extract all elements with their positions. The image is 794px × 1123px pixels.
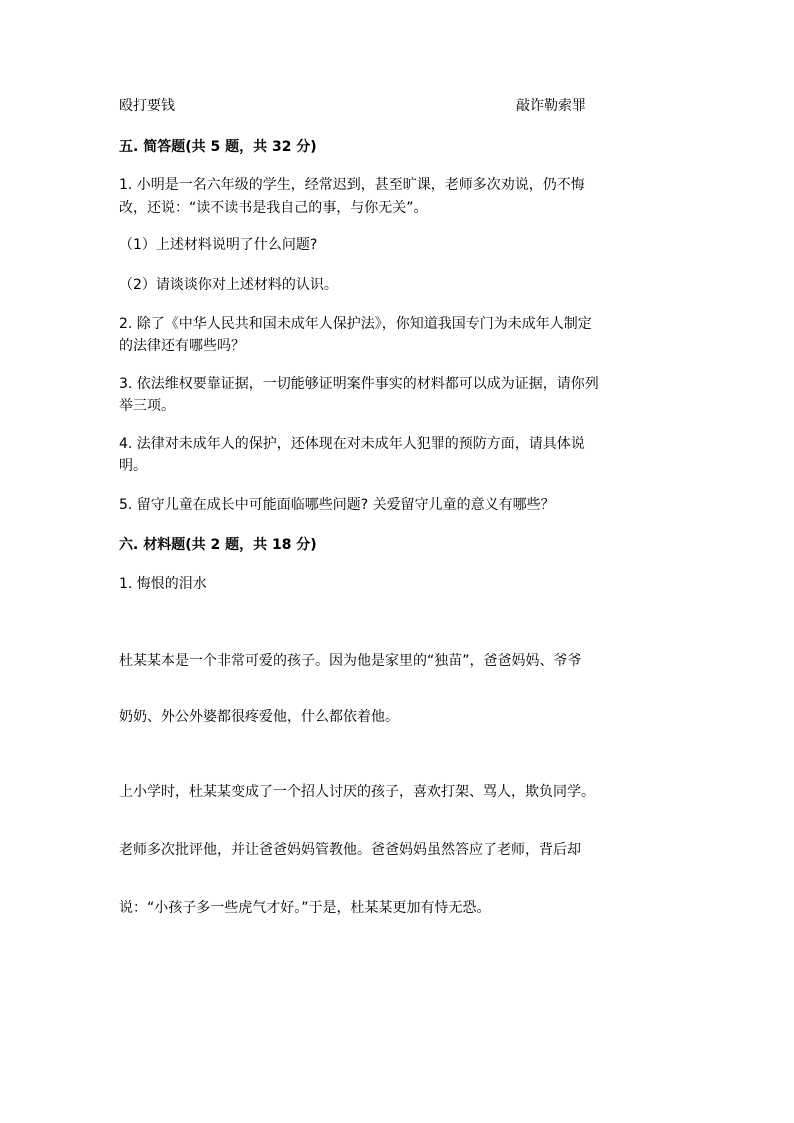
material-1-title: 1. 悔恨的泪水 (119, 576, 207, 592)
question-3-line-1: 3. 依法维权要靠证据，一切能够证明案件事实的材料都可以成为证据，请你列 (119, 376, 599, 392)
answer-row-left: 殴打要钱 (119, 98, 175, 114)
material-paragraph-1-line-1: 杜某某本是一个非常可爱的孩子。因为他是家里的“独苗”，爸爸妈妈、爷爷 (119, 653, 582, 669)
material-paragraph-2-line-3: 说：“小孩子多一些虎气才好。”于是，杜某某更加有恃无恐。 (119, 900, 491, 916)
question-1-line-1: 1. 小明是一名六年级的学生，经常迟到，甚至旷课，老师多次劝说，仍不悔 (119, 177, 585, 193)
answer-row (119, 96, 586, 116)
material-paragraph-2-line-1: 上小学时，杜某某变成了一个招人讨厌的孩子，喜欢打架、骂人，欺负同学。 (119, 784, 595, 800)
section-6-title: 六. 材料题(共 2 题，共 18 分) (119, 537, 317, 553)
question-4-line-2: 明。 (119, 458, 147, 474)
question-2-line-2: 的法律还有哪些吗？ (119, 338, 245, 354)
material-paragraph-1-line-2: 奶奶、外公外婆都很疼爱他，什么都依着他。 (119, 709, 399, 725)
answer-row-right: 敲诈勒索罪 (516, 98, 586, 114)
question-1-line-2: 改，还说：“读不读书是我自己的事，与你无关”。 (119, 200, 428, 216)
material-paragraph-2-line-2: 老师多次批评他，并让爸爸妈妈管教他。爸爸妈妈虽然答应了老师，背后却 (119, 842, 581, 858)
question-4-line-1: 4. 法律对未成年人的保护，还体现在对未成年人犯罪的预防方面，请具体说 (119, 436, 585, 452)
question-3-line-2: 举三项。 (119, 398, 175, 414)
question-2-line-1: 2. 除了《中华人民共和国未成年人保护法》，你知道我国专门为未成年人制定 (119, 316, 592, 332)
question-5-line-1: 5. 留守儿童在成长中可能面临哪些问题? 关爱留守儿童的意义有哪些？ (119, 497, 555, 513)
question-1-sub-1: （1）上述材料说明了什么问题? (119, 237, 318, 253)
section-5-title: 五. 简答题(共 5 题，共 32 分) (119, 139, 317, 155)
question-1-sub-2: （2）请谈谈你对上述材料的认识。 (119, 277, 338, 293)
